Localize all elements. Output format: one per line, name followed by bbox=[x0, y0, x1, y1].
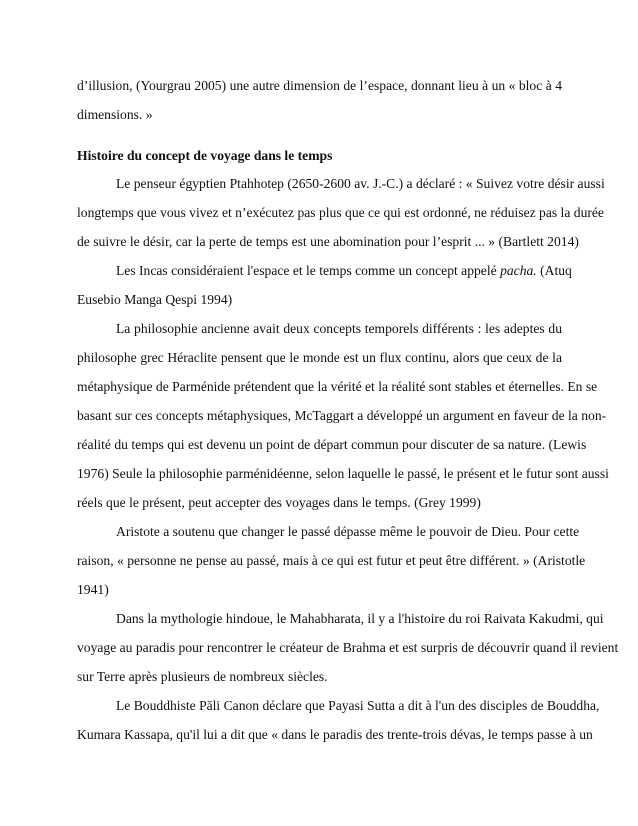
paragraph-6-line-1: Le Bouddhiste Pāli Canon déclare que Payasi Sutta a dit à l'un des disciples de Bouddha, bbox=[116, 698, 600, 713]
paragraph-4-line-1: Aristote a soutenu que changer le passé dépasse même le pouvoir de Dieu. Pour cette bbox=[116, 524, 580, 539]
paragraph-3-line-5: réalité du temps qui est devenu un point de départ commun pour discuter de sa nature. (Lewis bbox=[77, 437, 587, 452]
paragraph-4-line-3: 1941) bbox=[77, 582, 109, 597]
paragraph-5-line-2: voyage au paradis pour rencontrer le créateur de Brahma et est surpris de découvrir quand il revient bbox=[77, 640, 619, 655]
paragraph-3-line-1: La philosophie ancienne avait deux concepts temporels différents : les adeptes du bbox=[116, 321, 562, 336]
paragraph-2-text: Les Incas considéraient l'espace et le temps comme un concept appelé bbox=[116, 263, 497, 278]
pacha-term: pacha. bbox=[500, 263, 537, 278]
paragraph-3-line-6: 1976) Seule la philosophie parménidéenne, selon laquelle le passé, le présent et le futur sont aussi bbox=[77, 466, 609, 481]
paragraph-1-line-3: de suivre le désir, car la perte de temps est une abomination pour l’esprit ... » (Bartlett 2014) bbox=[77, 234, 579, 249]
paragraph-3-line-2: philosophe grec Héraclite pensent que le monde est un flux continu, alors que ceux de la bbox=[77, 350, 562, 365]
paragraph-2-line-2: Eusebio Manga Qespi 1994) bbox=[77, 292, 233, 307]
paragraph-1-line-1: Le penseur égyptien Ptahhotep (2650-2600 av. J.-C.) a déclaré : « Suivez votre désir aussi bbox=[116, 176, 605, 191]
paragraph-3-line-4: basant sur ces concepts métaphysiques, McTaggart a développé un argument en faveur de la non- bbox=[77, 408, 607, 423]
paragraph-1-line-2: longtemps que vous vivez et n’exécutez pas plus que ce qui est ordonné, ne réduisez pas la durée bbox=[77, 205, 604, 220]
paragraph-2-citation: (Atuq bbox=[540, 263, 572, 278]
paragraph-5-line-1: Dans la mythologie hindoue, le Mahabharata, il y a l'histoire du roi Raivata Kakudmi, qui bbox=[116, 611, 604, 626]
intro-line-2: dimensions. » bbox=[77, 107, 153, 122]
paragraph-6-line-2: Kumara Kassapa, qu'il lui a dit que « dans le paradis des trente-trois dévas, le temps passe à un bbox=[77, 727, 593, 742]
section-heading: Histoire du concept de voyage dans le temps bbox=[77, 148, 333, 163]
paragraph-3-line-3: métaphysique de Parménide prétendent que la vérité et la réalité sont stables et éternelles. En se bbox=[77, 379, 598, 394]
paragraph-3-line-7: réels que le présent, peut accepter des voyages dans le temps. (Grey 1999) bbox=[77, 495, 481, 510]
intro-line-1: d’illusion, (Yourgrau 2005) une autre dimension de l’espace, donnant lieu à un « bloc à 4 bbox=[77, 78, 562, 93]
paragraph-5-line-3: sur Terre après plusieurs de nombreux siècles. bbox=[77, 669, 328, 684]
paragraph-2-line-1 bbox=[116, 261, 572, 281]
paragraph-4-line-2: raison, « personne ne pense au passé, mais à ce qui est futur et peut être différent. » (Aristotle bbox=[77, 553, 586, 568]
